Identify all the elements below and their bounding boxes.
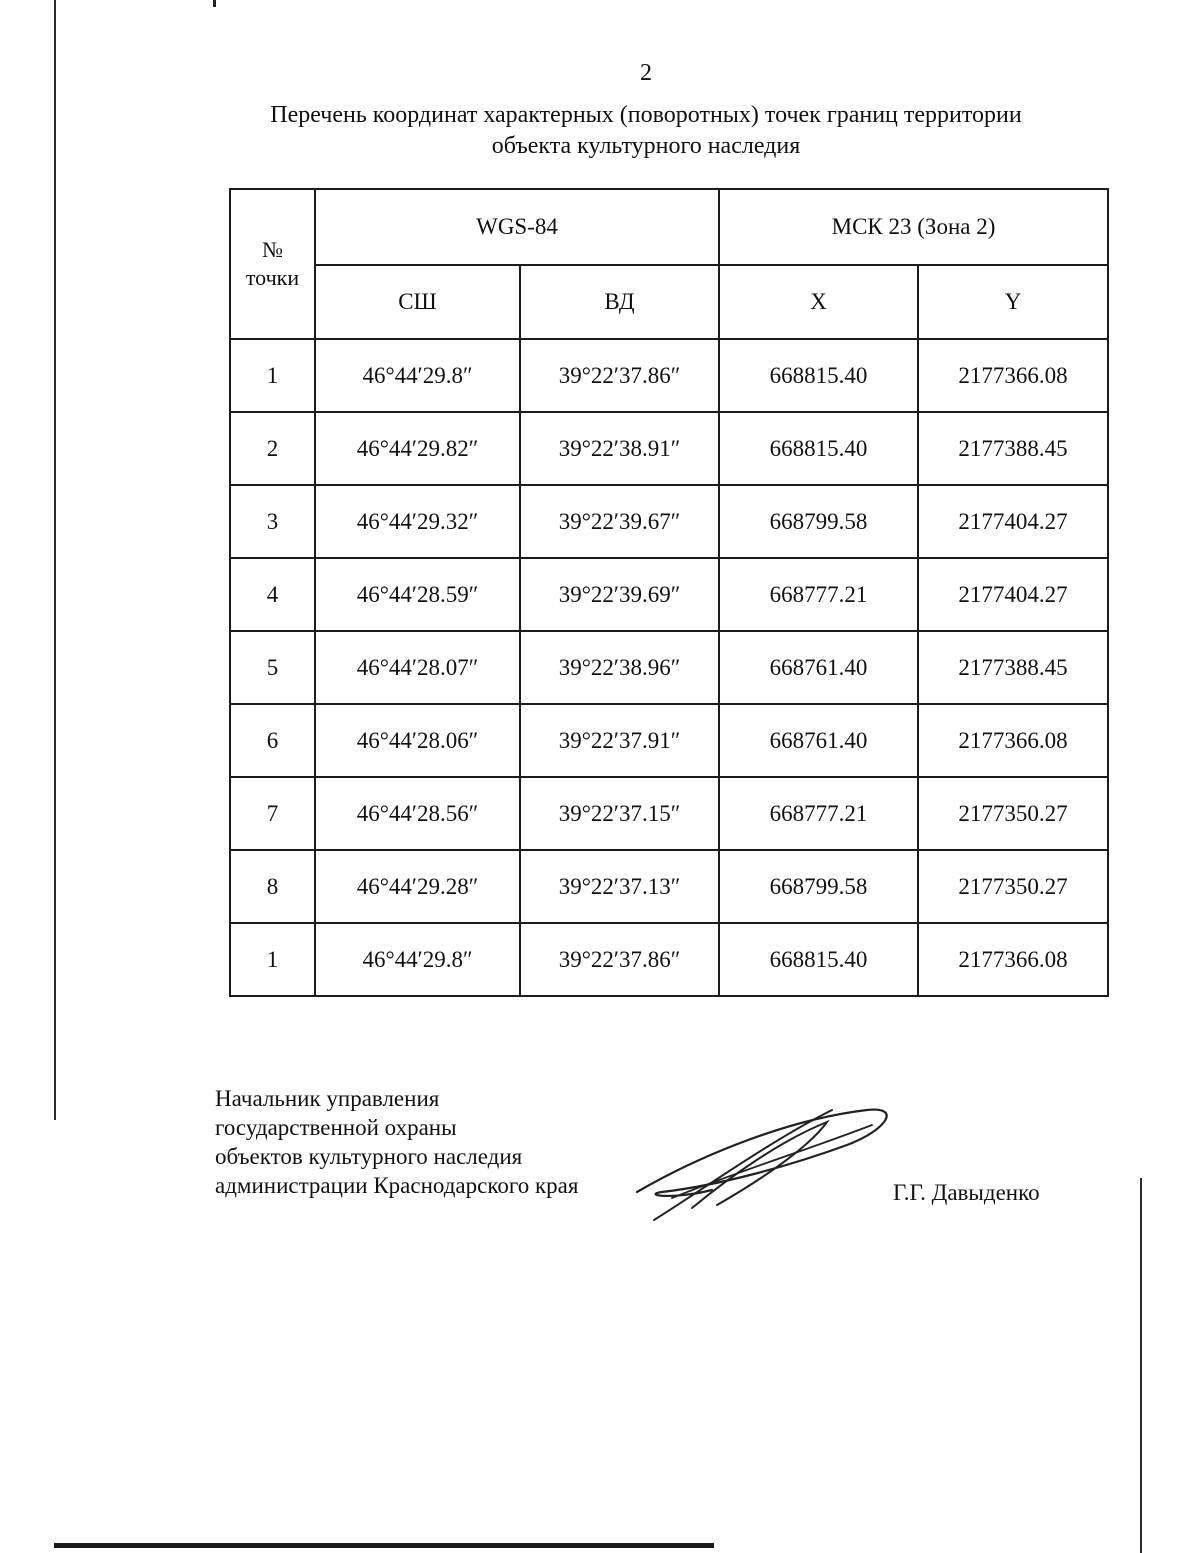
- header-num-label: точки: [245, 265, 300, 290]
- latitude-cell: 46°44′28.59″: [315, 558, 520, 631]
- header-longitude: ВД: [520, 265, 719, 339]
- header-row-groups: [230, 189, 1108, 265]
- table-row: [230, 704, 1108, 777]
- scan-mark-top: [213, 0, 216, 7]
- longitude-cell: 39°22′37.86″: [520, 339, 719, 412]
- table-row: [230, 339, 1108, 412]
- x-cell: 668761.40: [719, 631, 918, 704]
- latitude-cell: 46°44′29.82″: [315, 412, 520, 485]
- position-line-2: государственной охраны: [215, 1115, 457, 1140]
- header-msk23: МСК 23 (Зона 2): [719, 189, 1108, 265]
- y-cell: 2177366.08: [918, 704, 1108, 777]
- latitude-cell: 46°44′29.8″: [315, 923, 520, 996]
- scan-edge-right: [1140, 1178, 1142, 1553]
- title-line-1: Перечень координат характерных (поворотных) точек границ территории: [270, 102, 1022, 128]
- table-row: [230, 631, 1108, 704]
- y-cell: 2177388.45: [918, 412, 1108, 485]
- title-line-2: объекта культурного наследия: [491, 133, 801, 159]
- longitude-cell: 39°22′37.86″: [520, 923, 719, 996]
- table-row: [230, 412, 1108, 485]
- x-cell: 668815.40: [719, 339, 918, 412]
- y-cell: 2177366.08: [918, 923, 1108, 996]
- longitude-cell: 39°22′37.15″: [520, 777, 719, 850]
- table-row: [230, 850, 1108, 923]
- document-title: [230, 100, 1062, 162]
- x-cell: 668799.58: [719, 850, 918, 923]
- longitude-cell: 39°22′38.91″: [520, 412, 719, 485]
- point-number-cell: 1: [230, 923, 315, 996]
- scan-edge-bottom: [54, 1543, 714, 1548]
- table-row: [230, 558, 1108, 631]
- latitude-cell: 46°44′28.06″: [315, 704, 520, 777]
- signature-block: [215, 1084, 578, 1200]
- scan-edge-left: [54, 0, 56, 1120]
- longitude-cell: 39°22′38.96″: [520, 631, 719, 704]
- latitude-cell: 46°44′28.07″: [315, 631, 520, 704]
- x-cell: 668815.40: [719, 412, 918, 485]
- header-x: X: [719, 265, 918, 339]
- point-number-cell: 5: [230, 631, 315, 704]
- header-point-number: [230, 189, 315, 339]
- longitude-cell: 39°22′37.13″: [520, 850, 719, 923]
- point-number-cell: 1: [230, 339, 315, 412]
- x-cell: 668777.21: [719, 558, 918, 631]
- latitude-cell: 46°44′29.32″: [315, 485, 520, 558]
- point-number-cell: 3: [230, 485, 315, 558]
- x-cell: 668777.21: [719, 777, 918, 850]
- point-number-cell: 2: [230, 412, 315, 485]
- longitude-cell: 39°22′39.67″: [520, 485, 719, 558]
- point-number-cell: 6: [230, 704, 315, 777]
- point-number-cell: 4: [230, 558, 315, 631]
- page-number: 2: [640, 60, 652, 86]
- table-row: [230, 777, 1108, 850]
- x-cell: 668761.40: [719, 704, 918, 777]
- position-line-1: Начальник управления: [215, 1086, 440, 1111]
- header-row-columns: [230, 265, 1108, 339]
- longitude-cell: 39°22′39.69″: [520, 558, 719, 631]
- y-cell: 2177388.45: [918, 631, 1108, 704]
- header-y: Y: [918, 265, 1108, 339]
- header-latitude: СШ: [315, 265, 520, 339]
- point-number-cell: 7: [230, 777, 315, 850]
- signatory-name: Г.Г. Давыденко: [893, 1180, 1040, 1205]
- position-line-3: объектов культурного наследия: [215, 1144, 523, 1169]
- x-cell: 668815.40: [719, 923, 918, 996]
- table-row: [230, 485, 1108, 558]
- table-row: [230, 923, 1108, 996]
- x-cell: 668799.58: [719, 485, 918, 558]
- handwritten-signature: [632, 1100, 892, 1230]
- latitude-cell: 46°44′29.8″: [315, 339, 520, 412]
- y-cell: 2177404.27: [918, 558, 1108, 631]
- y-cell: 2177404.27: [918, 485, 1108, 558]
- header-wgs84: WGS-84: [315, 189, 719, 265]
- y-cell: 2177350.27: [918, 777, 1108, 850]
- latitude-cell: 46°44′28.56″: [315, 777, 520, 850]
- latitude-cell: 46°44′29.28″: [315, 850, 520, 923]
- y-cell: 2177366.08: [918, 339, 1108, 412]
- coordinates-table: [229, 188, 1109, 997]
- header-num-sign: №: [262, 237, 283, 262]
- point-number-cell: 8: [230, 850, 315, 923]
- position-line-4: администрации Краснодарского края: [215, 1173, 579, 1198]
- y-cell: 2177350.27: [918, 850, 1108, 923]
- longitude-cell: 39°22′37.91″: [520, 704, 719, 777]
